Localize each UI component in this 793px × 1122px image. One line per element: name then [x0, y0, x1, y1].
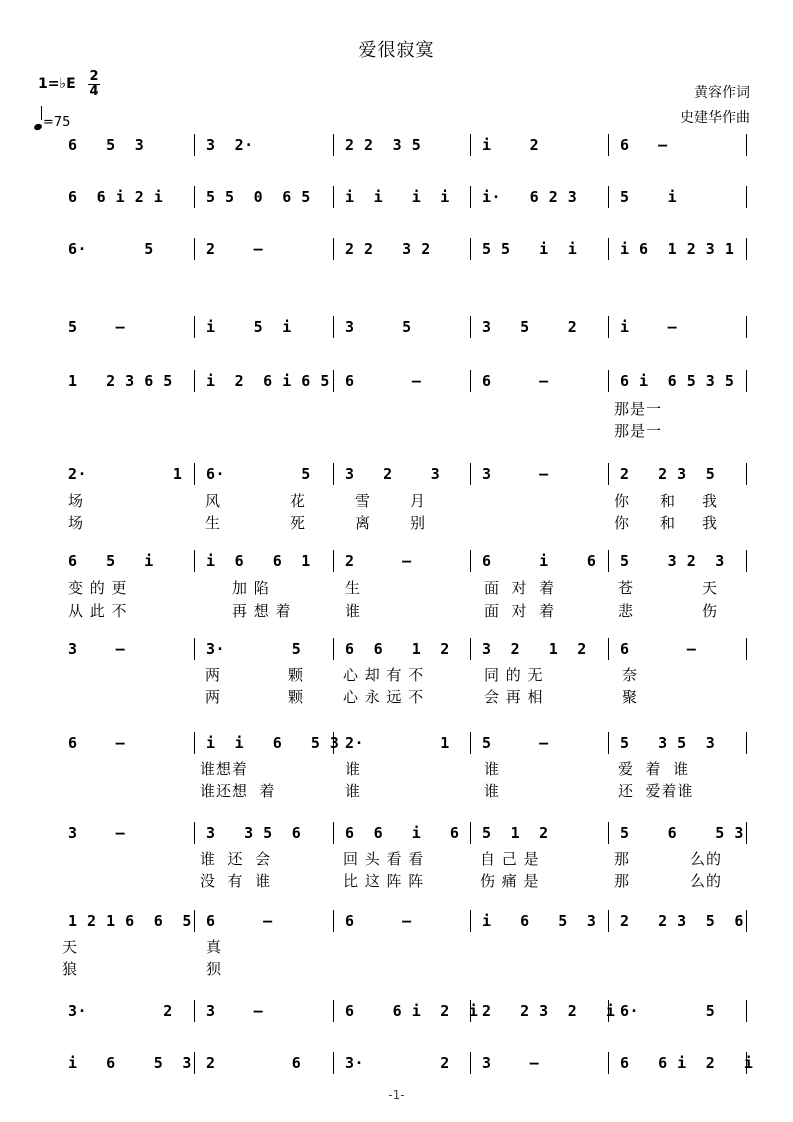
measure: 2 6 — [206, 1054, 302, 1072]
barline — [333, 910, 334, 932]
lyric-word: 谁还想 着 — [200, 782, 276, 800]
barline — [608, 316, 609, 338]
measure: 5 5 i i — [482, 240, 578, 258]
lyric-word: 场 — [68, 492, 85, 510]
quarter-note-icon — [33, 123, 43, 131]
score-row — [0, 638, 793, 662]
barline — [608, 134, 609, 156]
barline — [746, 822, 747, 844]
lyric-word: 两 — [205, 666, 222, 684]
lyric-word: 心 却 有 不 — [343, 666, 425, 684]
barline — [194, 134, 195, 156]
lyric-word: 再 想 着 — [232, 602, 292, 620]
measure: 5 3 2 3 — [620, 552, 725, 570]
lyric-word: 会 再 相 — [484, 688, 544, 706]
measure: 3 2 3 — [345, 465, 441, 483]
score-row — [0, 316, 793, 340]
measure: i· 6 2 3 — [482, 188, 578, 206]
measure: 5 5 0 6 5 — [206, 188, 311, 206]
page-number: -1- — [388, 1088, 405, 1102]
barline — [194, 186, 195, 208]
lyric-word: 别 — [410, 514, 427, 532]
measure: 6 i 6 — [482, 552, 597, 570]
measure: 2· 1 — [345, 734, 450, 752]
score-row — [0, 463, 793, 487]
score-row — [0, 822, 793, 846]
lyric-word: 生 — [205, 514, 222, 532]
measure: i 5 i — [206, 318, 292, 336]
barline — [194, 370, 195, 392]
measure: 1 2 1 6 6 5 — [68, 912, 192, 930]
lyric-word: 我 — [702, 492, 719, 510]
barline — [746, 134, 747, 156]
lyric-word: 月 — [410, 492, 427, 510]
measure: 1 2 3 6 5 — [68, 372, 173, 390]
measure: 2 – — [206, 240, 264, 258]
measure: 3· 5 — [206, 640, 302, 658]
barline — [470, 910, 471, 932]
measure: 3 2 1 2 — [482, 640, 587, 658]
measure: 5 1 2 — [482, 824, 549, 842]
barline — [194, 316, 195, 338]
measure: i 2 — [482, 136, 540, 154]
measure: 2 2 3 2 — [345, 240, 431, 258]
barline — [194, 638, 195, 660]
measure: 3 – — [482, 1054, 540, 1072]
measure: 3 – — [68, 640, 126, 658]
measure: 6 – — [620, 640, 697, 658]
measure: i i i i — [345, 188, 450, 206]
measure: 3 2· — [206, 136, 254, 154]
measure: 6 – — [68, 734, 126, 752]
lyric-word: 和 — [660, 492, 677, 510]
lyric-word: 面 对 着 — [484, 579, 556, 597]
measure: i i 6 5 3 — [206, 734, 340, 752]
measure: 2 2 3 5 — [345, 136, 422, 154]
lyric-word: 你 — [614, 514, 631, 532]
barline — [608, 550, 609, 572]
measure: 3 3 5 6 — [206, 824, 302, 842]
lyric-word: 和 — [660, 514, 677, 532]
measure: 2 – — [345, 552, 412, 570]
time-signature — [88, 70, 100, 99]
lyric-line: 那是一 — [614, 422, 663, 440]
measure: i 6 5 3 — [482, 912, 597, 930]
lyric-word: 谁 — [484, 760, 501, 778]
lyric-word: 谁 — [345, 602, 362, 620]
barline — [470, 1052, 471, 1074]
barline — [608, 463, 609, 485]
measure: 5 i — [620, 188, 678, 206]
lyric-word: 颗 — [288, 688, 305, 706]
barline — [333, 134, 334, 156]
measure: 3· 2 — [345, 1054, 450, 1072]
barline — [194, 550, 195, 572]
barline — [470, 732, 471, 754]
score-row — [0, 910, 793, 934]
score-row — [0, 1052, 793, 1076]
lyric-word: 谁想着 — [200, 760, 249, 778]
measure: 3 – — [206, 1002, 264, 1020]
measure: 3 5 — [345, 318, 412, 336]
lyric-word: 场 — [68, 514, 85, 532]
lyric-word: 心 永 远 不 — [343, 688, 425, 706]
score-row — [0, 186, 793, 210]
barline — [470, 550, 471, 572]
lyric-line: 那是一 — [614, 400, 663, 418]
measure: 2 2 3 5 6 — [620, 912, 744, 930]
barline — [470, 316, 471, 338]
measure: 6 6 1 2 — [345, 640, 450, 658]
barline — [194, 463, 195, 485]
lyric-word: 花 — [290, 492, 307, 510]
lyric-word: 么的 — [690, 872, 723, 890]
barline — [608, 822, 609, 844]
barline — [746, 370, 747, 392]
barline — [746, 186, 747, 208]
measure: 6 5 3 — [68, 136, 145, 154]
barline — [470, 463, 471, 485]
barline — [608, 238, 609, 260]
measure: 3· 2 — [68, 1002, 173, 1020]
composer-credit: 史建华作曲 — [680, 110, 750, 126]
barline — [746, 638, 747, 660]
barline — [608, 732, 609, 754]
barline — [746, 550, 747, 572]
measure: 5 – — [68, 318, 126, 336]
lyric-word: 没 有 谁 — [200, 872, 272, 890]
measure: 6 – — [345, 372, 422, 390]
lyric-word: 从 此 不 — [68, 602, 128, 620]
barline — [194, 238, 195, 260]
lyric-word: 那 — [614, 872, 631, 890]
barline — [333, 550, 334, 572]
barline — [333, 238, 334, 260]
lyric-word: 那 — [614, 850, 631, 868]
lyric-word: 谁 — [345, 760, 362, 778]
score-row — [0, 1000, 793, 1024]
measure: i 6 6 1 — [206, 552, 311, 570]
measure: i 6 1 2 3 1 — [620, 240, 735, 258]
lyric-word: 悲 — [618, 602, 635, 620]
measure: 6 5 i — [68, 552, 154, 570]
score-row — [0, 238, 793, 262]
lyricist-credit: 黄容作词 — [694, 85, 750, 101]
lyric-word: 么的 — [690, 850, 723, 868]
barline — [194, 732, 195, 754]
measure: 2 2 3 2 i — [482, 1002, 616, 1020]
barline — [470, 186, 471, 208]
lyric-word: 生 — [345, 579, 362, 597]
barline — [333, 463, 334, 485]
measure: 6 6 i 2 i — [345, 1002, 479, 1020]
measure: i 6 5 3 — [68, 1054, 192, 1072]
lyric-word: 苍 — [618, 579, 635, 597]
barline — [608, 638, 609, 660]
lyric-word: 两 — [205, 688, 222, 706]
barline — [333, 316, 334, 338]
lyric-word: 离 — [355, 514, 372, 532]
measure: 5 6 5 3 — [620, 824, 744, 842]
lyric-word: 奈 — [622, 666, 639, 684]
barline — [608, 1052, 609, 1074]
measure: i – — [620, 318, 678, 336]
barline — [194, 1052, 195, 1074]
lyric-word: 我 — [702, 514, 719, 532]
lyric-word: 狈 — [206, 960, 223, 978]
meter-top: 2 — [89, 69, 99, 84]
measure: 6· 5 — [620, 1002, 716, 1020]
lyric-word: 比 这 阵 阵 — [343, 872, 425, 890]
lyric-word: 爱 着 谁 — [618, 760, 690, 778]
barline — [333, 638, 334, 660]
lyric-word: 聚 — [622, 688, 639, 706]
barline — [746, 463, 747, 485]
barline — [194, 910, 195, 932]
barline — [333, 1052, 334, 1074]
measure: 3 – — [482, 465, 549, 483]
barline — [470, 638, 471, 660]
barline — [746, 316, 747, 338]
measure: 2· 1 — [68, 465, 183, 483]
lyric-word: 谁 还 会 — [200, 850, 272, 868]
barline — [194, 1000, 195, 1022]
lyric-word: 伤 — [702, 602, 719, 620]
lyric-word: 伤 痛 是 — [480, 872, 540, 890]
barline — [746, 910, 747, 932]
lyric-word: 真 — [206, 938, 223, 956]
barline — [470, 238, 471, 260]
lyric-word: 狼 — [62, 960, 79, 978]
tempo-marking: =75 — [34, 112, 70, 130]
barline — [333, 370, 334, 392]
score-row — [0, 134, 793, 158]
lyric-word: 还 爱着谁 — [618, 782, 694, 800]
lyric-word: 风 — [205, 492, 222, 510]
lyric-word: 同 的 无 — [484, 666, 544, 684]
measure: 6· 5 — [206, 465, 311, 483]
barline — [333, 822, 334, 844]
measure: 6 – — [620, 136, 668, 154]
measure: 6 – — [482, 372, 549, 390]
measure: 3 – — [68, 824, 126, 842]
barline — [746, 1000, 747, 1022]
measure: 6 6 i 2 i — [620, 1054, 754, 1072]
lyric-word: 谁 — [345, 782, 362, 800]
score-row — [0, 732, 793, 756]
lyric-word: 死 — [290, 514, 307, 532]
barline — [746, 238, 747, 260]
measure: 6· 5 — [68, 240, 154, 258]
measure: 2 2 3 5 — [620, 465, 716, 483]
barline — [746, 732, 747, 754]
measure: 5 – — [482, 734, 549, 752]
lyric-word: 面 对 着 — [484, 602, 556, 620]
lyric-word: 加 陷 — [232, 579, 270, 597]
lyric-word: 天 — [62, 938, 79, 956]
barline — [608, 910, 609, 932]
lyric-word: 你 — [614, 492, 631, 510]
measure: 6 – — [206, 912, 273, 930]
lyric-word: 颗 — [288, 666, 305, 684]
barline — [608, 370, 609, 392]
measure: 6 6 i 2 i — [68, 188, 164, 206]
barline — [194, 822, 195, 844]
barline — [608, 186, 609, 208]
measure: 6 6 i 6 — [345, 824, 460, 842]
lyric-word: 谁 — [484, 782, 501, 800]
key-signature: 1=♭E — [38, 76, 76, 92]
meter-bottom: 4 — [89, 84, 99, 99]
song-title: 爱很寂寞 — [358, 40, 435, 61]
lyric-word: 雪 — [355, 492, 372, 510]
measure: 5 3 5 3 — [620, 734, 716, 752]
barline — [470, 134, 471, 156]
measure: 3 5 2 — [482, 318, 578, 336]
measure: 6 i 6 5 3 5 — [620, 372, 735, 390]
barline — [470, 822, 471, 844]
measure: 6 – — [345, 912, 412, 930]
score-row — [0, 370, 793, 394]
barline — [333, 1000, 334, 1022]
lyric-word: 变 的 更 — [68, 579, 128, 597]
barline — [470, 370, 471, 392]
barline — [333, 186, 334, 208]
score-row — [0, 550, 793, 574]
lyric-word: 自 己 是 — [480, 850, 540, 868]
lyric-word: 天 — [702, 579, 719, 597]
measure: i 2 6 i 6 5 — [206, 372, 330, 390]
lyric-word: 回 头 看 看 — [343, 850, 425, 868]
